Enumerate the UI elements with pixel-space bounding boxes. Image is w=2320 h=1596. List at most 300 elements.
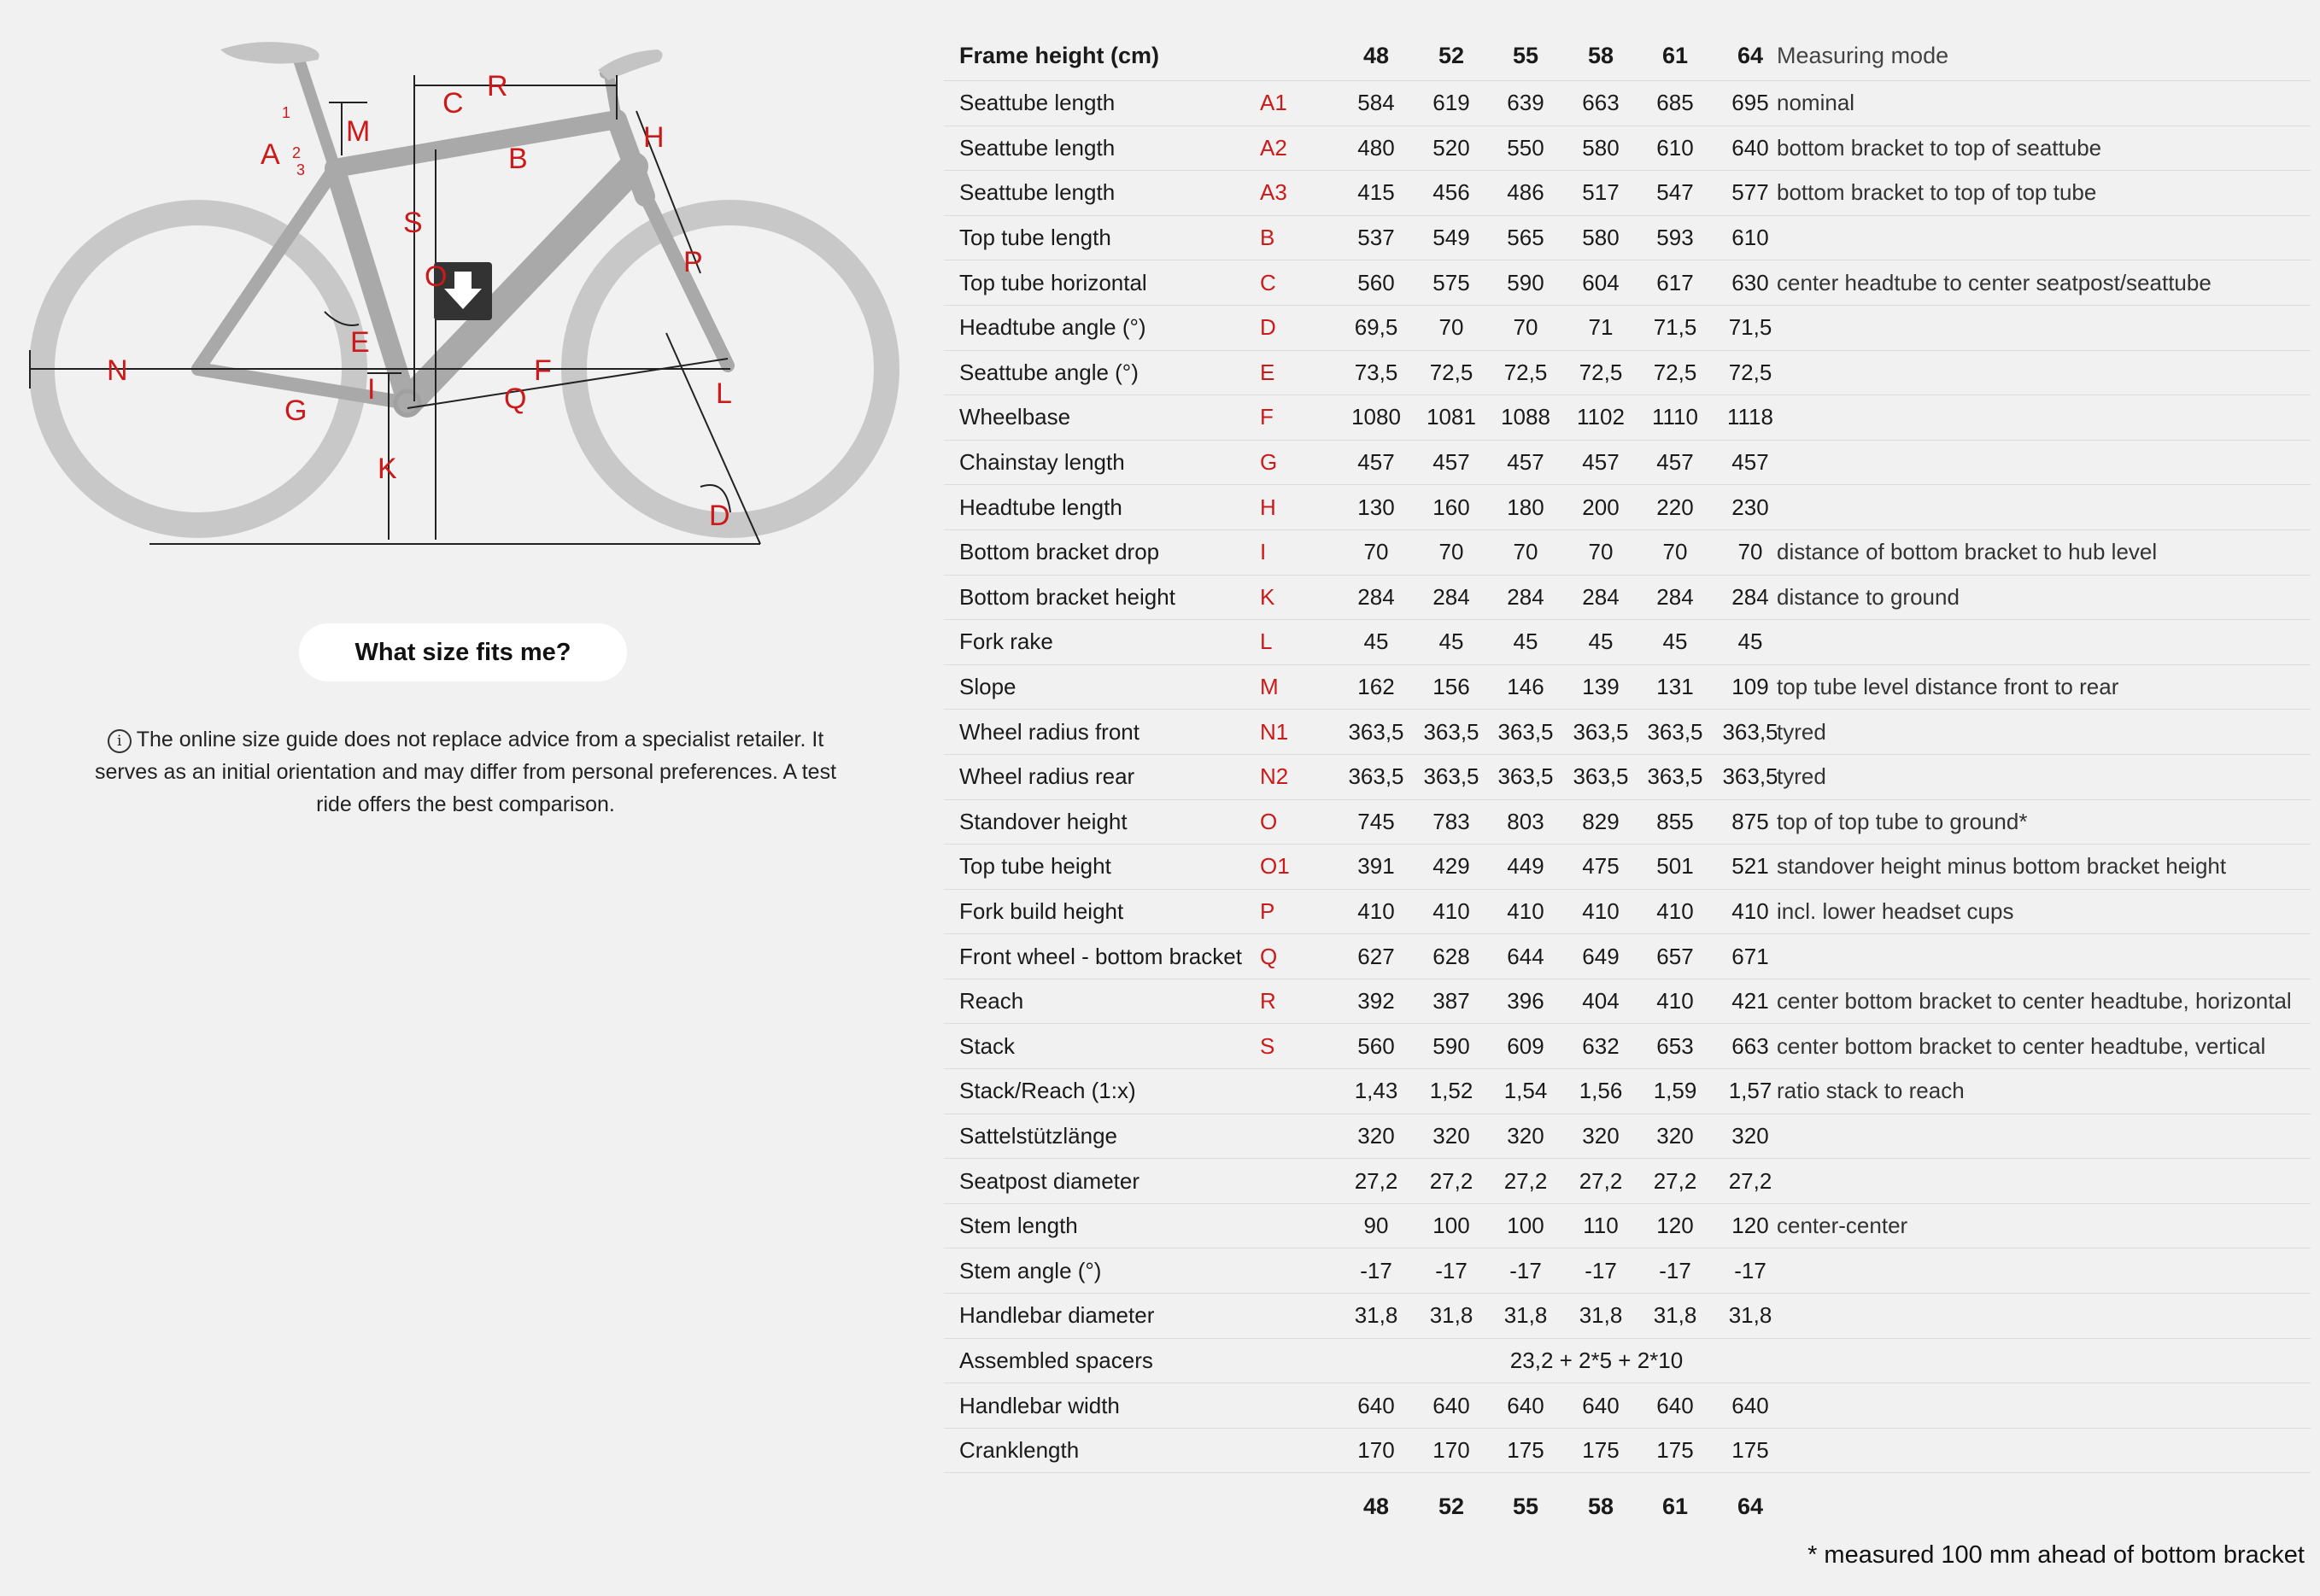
table-row <box>944 979 2311 1025</box>
row-value: 421 <box>1731 988 1769 1014</box>
row-value: 1088 <box>1501 404 1550 430</box>
row-value: 363,5 <box>1647 718 1703 745</box>
row-label: Seattube length <box>959 134 1116 161</box>
row-code: N2 <box>1260 763 1289 790</box>
row-value: 71 <box>1588 314 1614 341</box>
table-row <box>944 665 2311 710</box>
row-value: 537 <box>1357 225 1395 251</box>
row-measuring-mode: center-center <box>1777 1213 1908 1239</box>
row-value: 457 <box>1731 449 1769 476</box>
row-value: 284 <box>1656 583 1694 610</box>
row-value: 120 <box>1656 1213 1694 1239</box>
row-label: Slope <box>959 674 1016 700</box>
row-value: 363,5 <box>1497 718 1554 745</box>
row-value: 100 <box>1507 1213 1544 1239</box>
row-code: D <box>1260 314 1276 341</box>
table-row <box>944 934 2311 979</box>
row-value: 73,5 <box>1354 359 1398 385</box>
row-value: 70 <box>1662 539 1688 565</box>
row-value: -17 <box>1435 1257 1468 1283</box>
table-row <box>944 1248 2311 1294</box>
row-value: 27,2 <box>1354 1167 1398 1194</box>
row-value: 72,5 <box>1579 359 1623 385</box>
header-size: 64 <box>1737 42 1764 68</box>
row-value: 27,2 <box>1653 1167 1697 1194</box>
row-value: 627 <box>1357 943 1395 969</box>
row-label: Seatpost diameter <box>959 1167 1140 1194</box>
row-value: 70 <box>1513 539 1538 565</box>
label-A3: 3 <box>296 161 306 178</box>
table-row <box>944 485 2311 530</box>
row-measuring-mode: tyred <box>1777 718 1826 745</box>
row-measuring-mode: bottom bracket to top of top tube <box>1777 179 2097 206</box>
row-value: 175 <box>1656 1437 1694 1464</box>
label-B: B <box>508 143 528 175</box>
row-code: A2 <box>1260 134 1287 161</box>
info-icon: i <box>108 729 132 753</box>
row-value: 610 <box>1656 134 1694 161</box>
header-size: 48 <box>1362 42 1390 68</box>
row-code: S <box>1260 1032 1275 1059</box>
row-value: -17 <box>1360 1257 1392 1283</box>
row-label: Standover height <box>959 808 1128 834</box>
row-value: 640 <box>1731 134 1769 161</box>
table-row <box>944 216 2311 261</box>
label-O: O <box>425 260 448 293</box>
row-value: 363,5 <box>1573 763 1629 790</box>
row-measuring-mode: incl. lower headset cups <box>1777 897 2014 924</box>
row-value: 320 <box>1507 1122 1544 1149</box>
row-value: 1,43 <box>1354 1078 1398 1104</box>
row-value: 110 <box>1583 1213 1619 1239</box>
row-value: 547 <box>1656 179 1694 206</box>
label-D: D <box>709 500 730 532</box>
table-row <box>944 1429 2311 1474</box>
label-E: E <box>350 326 370 359</box>
row-value: 593 <box>1656 225 1694 251</box>
row-value: 457 <box>1507 449 1544 476</box>
row-measuring-mode: top of top tube to ground* <box>1777 808 2028 834</box>
row-value: 27,2 <box>1579 1167 1623 1194</box>
row-label: Top tube horizontal <box>959 269 1147 295</box>
row-value: 320 <box>1656 1122 1694 1149</box>
row-value: 580 <box>1582 134 1620 161</box>
row-label: Top tube length <box>959 225 1111 251</box>
table-header-row <box>944 31 2311 81</box>
row-value: 617 <box>1656 269 1694 295</box>
row-code: H <box>1260 494 1276 520</box>
row-value: 486 <box>1507 179 1544 206</box>
row-value: 100 <box>1432 1213 1470 1239</box>
row-value: 590 <box>1432 1032 1470 1059</box>
row-value: 284 <box>1432 583 1470 610</box>
row-value: 363,5 <box>1423 763 1479 790</box>
row-value: 644 <box>1507 943 1544 969</box>
row-measuring-mode: nominal <box>1777 90 1855 116</box>
row-label: Handlebar diameter <box>959 1302 1155 1329</box>
row-value: 803 <box>1507 808 1544 834</box>
row-value: 663 <box>1731 1032 1769 1059</box>
row-value: 31,8 <box>1354 1302 1398 1329</box>
row-value: 480 <box>1357 134 1395 161</box>
row-value: 745 <box>1357 808 1395 834</box>
table-row <box>944 1339 2311 1384</box>
row-value: 875 <box>1731 808 1769 834</box>
row-value: 71,5 <box>1728 314 1772 341</box>
row-value: 575 <box>1432 269 1470 295</box>
row-code: P <box>1260 897 1275 924</box>
row-value: 657 <box>1656 943 1694 969</box>
header-frame-height: Frame height (cm) <box>959 42 1160 68</box>
row-value: 363,5 <box>1423 718 1479 745</box>
row-measuring-mode: ratio stack to reach <box>1777 1078 1965 1104</box>
row-label: Bottom bracket height <box>959 583 1175 610</box>
header-size: 55 <box>1512 42 1539 68</box>
row-value: -17 <box>1585 1257 1617 1283</box>
row-value: 320 <box>1357 1122 1395 1149</box>
row-value: -17 <box>1509 1257 1542 1283</box>
label-A: A <box>261 138 280 171</box>
row-measuring-mode: center bottom bracket to center headtube, horizontal <box>1777 988 2292 1014</box>
row-value: 1,52 <box>1429 1078 1473 1104</box>
row-value: 70 <box>1438 314 1464 341</box>
footnote: * measured 100 mm ahead of bottom bracket <box>1807 1541 2305 1569</box>
row-value: 109 <box>1731 674 1769 700</box>
row-label: Fork build height <box>959 897 1124 924</box>
row-value: 640 <box>1432 1392 1470 1418</box>
row-value: 1081 <box>1427 404 1476 430</box>
row-value: 175 <box>1731 1437 1769 1464</box>
row-label: Chainstay length <box>959 449 1125 476</box>
table-row <box>944 755 2311 800</box>
label-S: S <box>403 207 423 239</box>
row-measuring-mode: top tube level distance front to rear <box>1777 674 2119 700</box>
row-value: 695 <box>1731 90 1769 116</box>
row-value: 363,5 <box>1722 718 1778 745</box>
row-value: 162 <box>1357 674 1395 700</box>
row-code: O1 <box>1260 853 1290 880</box>
table-row <box>944 620 2311 665</box>
row-value: 609 <box>1507 1032 1544 1059</box>
header-size: 52 <box>1438 42 1465 68</box>
row-value: 632 <box>1582 1032 1620 1059</box>
row-code: M <box>1260 674 1279 700</box>
row-value: 410 <box>1731 897 1769 924</box>
row-value: 200 <box>1582 494 1620 520</box>
row-label: Reach <box>959 988 1024 1014</box>
row-value: 549 <box>1432 225 1470 251</box>
row-value: 457 <box>1357 449 1395 476</box>
row-value: 640 <box>1507 1392 1544 1418</box>
table-body <box>944 81 2311 1473</box>
row-value: 577 <box>1731 179 1769 206</box>
table-footer-row <box>944 1482 2311 1531</box>
row-value: 72,5 <box>1503 359 1548 385</box>
row-value: 1080 <box>1351 404 1401 430</box>
row-value: 685 <box>1656 90 1694 116</box>
row-value: 45 <box>1438 628 1464 655</box>
row-label: Handlebar width <box>959 1392 1120 1418</box>
row-value: 457 <box>1582 449 1620 476</box>
table-row <box>944 260 2311 306</box>
row-value: 220 <box>1656 494 1694 520</box>
handlebar <box>598 50 663 80</box>
row-value: 1,54 <box>1503 1078 1548 1104</box>
label-P: P <box>683 246 703 278</box>
row-value: 45 <box>1588 628 1614 655</box>
footer-size: 61 <box>1661 1493 1689 1519</box>
table-row <box>944 126 2311 172</box>
row-value: 1110 <box>1652 404 1698 430</box>
row-label: Seattube length <box>959 90 1116 116</box>
row-value: 457 <box>1656 449 1694 476</box>
table-row <box>944 800 2311 845</box>
header-measuring-mode: Measuring mode <box>1777 42 1949 68</box>
row-label: Sattelstützlänge <box>959 1122 1118 1149</box>
row-value: -17 <box>1659 1257 1691 1283</box>
row-value: 175 <box>1582 1437 1620 1464</box>
row-value: 27,2 <box>1503 1167 1548 1194</box>
row-code: K <box>1260 583 1275 610</box>
row-value: 783 <box>1432 808 1470 834</box>
label-K: K <box>378 453 397 485</box>
row-value: 619 <box>1432 90 1470 116</box>
footer-size: 58 <box>1587 1493 1614 1519</box>
row-value: 284 <box>1731 583 1769 610</box>
row-value: 1118 <box>1727 404 1773 430</box>
table-row <box>944 576 2311 621</box>
row-value: 1,56 <box>1579 1078 1623 1104</box>
row-value: 70 <box>1513 314 1538 341</box>
row-value: 175 <box>1507 1437 1544 1464</box>
label-R: R <box>487 70 508 102</box>
row-label: Front wheel - bottom bracket <box>959 943 1242 969</box>
table-row <box>944 1069 2311 1114</box>
row-value: 550 <box>1507 134 1544 161</box>
saddle <box>220 42 319 63</box>
row-value: 284 <box>1582 583 1620 610</box>
row-value: 429 <box>1432 853 1470 880</box>
table-row <box>944 395 2311 441</box>
row-value: 363,5 <box>1647 763 1703 790</box>
row-label: Seattube angle (°) <box>959 359 1139 385</box>
row-value: 628 <box>1432 943 1470 969</box>
row-value: -17 <box>1734 1257 1766 1283</box>
row-value: 410 <box>1432 897 1470 924</box>
header-size: 61 <box>1661 42 1689 68</box>
row-value: 604 <box>1582 269 1620 295</box>
row-value: 449 <box>1507 853 1544 880</box>
row-value: 396 <box>1507 988 1544 1014</box>
geometry-table <box>944 31 2311 1531</box>
row-code: O <box>1260 808 1278 834</box>
footer-size: 52 <box>1438 1493 1465 1519</box>
label-A2: 2 <box>292 144 302 161</box>
row-label: Bottom bracket drop <box>959 539 1160 565</box>
row-value: 410 <box>1507 897 1544 924</box>
row-measuring-mode: distance of bottom bracket to hub level <box>1777 539 2158 565</box>
table-row <box>944 1024 2311 1069</box>
row-value: 31,8 <box>1653 1302 1697 1329</box>
row-value: 1,57 <box>1728 1078 1772 1104</box>
row-code: A1 <box>1260 90 1287 116</box>
row-value: 180 <box>1507 494 1544 520</box>
row-value: 560 <box>1357 1032 1395 1059</box>
row-value: 71,5 <box>1653 314 1697 341</box>
row-label: Wheel radius rear <box>959 763 1135 790</box>
row-value: 230 <box>1731 494 1769 520</box>
row-value: 160 <box>1432 494 1470 520</box>
table-row <box>944 1114 2311 1160</box>
row-value: 70 <box>1588 539 1614 565</box>
label-A1: 1 <box>282 104 291 121</box>
row-value: 653 <box>1656 1032 1694 1059</box>
row-value: 456 <box>1432 179 1470 206</box>
row-label: Top tube height <box>959 853 1111 880</box>
row-value: 72,5 <box>1653 359 1697 385</box>
row-value: 363,5 <box>1348 763 1404 790</box>
row-value: 363,5 <box>1573 718 1629 745</box>
row-code: L <box>1260 628 1273 655</box>
row-label: Wheelbase <box>959 404 1071 430</box>
row-value: 320 <box>1432 1122 1470 1149</box>
row-code: Q <box>1260 943 1278 969</box>
row-value: 565 <box>1507 225 1544 251</box>
row-measuring-mode: center bottom bracket to center headtube, vertical <box>1777 1032 2266 1059</box>
table-row <box>944 1294 2311 1339</box>
row-value: 1102 <box>1577 404 1625 430</box>
row-label: Stack/Reach (1:x) <box>959 1078 1136 1104</box>
table-row <box>944 845 2311 890</box>
table-row <box>944 351 2311 396</box>
row-value: 31,8 <box>1503 1302 1548 1329</box>
size-guide-disclaimer <box>81 723 850 821</box>
row-value: 31,8 <box>1728 1302 1772 1329</box>
row-code: N1 <box>1260 718 1289 745</box>
row-value: 27,2 <box>1728 1167 1772 1194</box>
row-value: 31,8 <box>1429 1302 1473 1329</box>
row-value: 671 <box>1731 943 1769 969</box>
row-value: 131 <box>1656 674 1694 700</box>
row-value: 521 <box>1731 853 1769 880</box>
row-value: 284 <box>1357 583 1395 610</box>
table-row <box>944 1383 2311 1429</box>
row-value: 45 <box>1513 628 1538 655</box>
table-row <box>944 530 2311 576</box>
row-value: 517 <box>1582 179 1620 206</box>
row-label: Seattube length <box>959 179 1116 206</box>
row-value: 45 <box>1363 628 1389 655</box>
row-span-value: 23,2 + 2*5 + 2*10 <box>1509 1347 1684 1373</box>
row-measuring-mode: bottom bracket to top of seattube <box>1777 134 2102 161</box>
row-value: 640 <box>1357 1392 1395 1418</box>
label-H: H <box>643 121 665 154</box>
row-value: 639 <box>1507 90 1544 116</box>
table-row <box>944 890 2311 935</box>
row-value: 27,2 <box>1429 1167 1473 1194</box>
row-value: 90 <box>1363 1213 1389 1239</box>
table-row <box>944 171 2311 216</box>
table-row <box>944 1204 2311 1249</box>
row-label: Headtube length <box>959 494 1122 520</box>
row-value: 69,5 <box>1354 314 1398 341</box>
row-code: I <box>1260 539 1267 565</box>
row-value: 640 <box>1582 1392 1620 1418</box>
row-value: 70 <box>1438 539 1464 565</box>
row-label: Headtube angle (°) <box>959 314 1146 341</box>
table-row <box>944 441 2311 486</box>
footer-size: 64 <box>1737 1493 1764 1519</box>
row-code: C <box>1260 269 1276 295</box>
row-value: 392 <box>1357 988 1395 1014</box>
row-value: 72,5 <box>1429 359 1473 385</box>
row-label: Stem angle (°) <box>959 1257 1102 1283</box>
row-value: 475 <box>1582 853 1620 880</box>
row-value: 320 <box>1731 1122 1769 1149</box>
bike-geometry-diagram <box>0 0 931 564</box>
footer-size: 55 <box>1512 1493 1539 1519</box>
row-measuring-mode: center headtube to center seatpost/seattube <box>1777 269 2212 295</box>
row-label: Fork rake <box>959 628 1053 655</box>
label-F: F <box>534 354 552 387</box>
label-N: N <box>107 354 128 387</box>
row-value: 170 <box>1357 1437 1395 1464</box>
row-value: 580 <box>1582 225 1620 251</box>
row-code: A3 <box>1260 179 1287 206</box>
label-C: C <box>442 87 464 120</box>
label-Q: Q <box>504 383 527 415</box>
row-value: 391 <box>1357 853 1395 880</box>
row-value: 170 <box>1432 1437 1470 1464</box>
table-row <box>944 710 2311 755</box>
row-value: 72,5 <box>1728 359 1772 385</box>
row-value: 457 <box>1432 449 1470 476</box>
row-value: 387 <box>1432 988 1470 1014</box>
row-value: 410 <box>1656 897 1694 924</box>
row-value: 146 <box>1507 674 1544 700</box>
footer-size: 48 <box>1362 1493 1390 1519</box>
row-value: 829 <box>1582 808 1620 834</box>
row-measuring-mode: tyred <box>1777 763 1826 790</box>
row-value: 284 <box>1507 583 1544 610</box>
row-value: 70 <box>1737 539 1763 565</box>
row-label: Stem length <box>959 1213 1078 1239</box>
row-value: 560 <box>1357 269 1395 295</box>
row-value: 156 <box>1432 674 1470 700</box>
row-code: B <box>1260 225 1275 251</box>
row-value: 501 <box>1656 853 1694 880</box>
row-value: 410 <box>1357 897 1395 924</box>
row-value: 130 <box>1357 494 1395 520</box>
what-size-fits-me-button[interactable]: What size fits me? <box>299 623 627 681</box>
row-label: Wheel radius front <box>959 718 1139 745</box>
table-row <box>944 81 2311 126</box>
row-value: 590 <box>1507 269 1544 295</box>
row-label: Assembled spacers <box>959 1347 1153 1373</box>
row-measuring-mode: distance to ground <box>1777 583 1960 610</box>
row-value: 410 <box>1656 988 1694 1014</box>
row-value: 649 <box>1582 943 1620 969</box>
row-code: F <box>1260 404 1274 430</box>
row-value: 45 <box>1662 628 1688 655</box>
row-value: 584 <box>1357 90 1395 116</box>
label-M: M <box>346 115 371 148</box>
label-I: I <box>367 373 376 406</box>
row-value: 415 <box>1357 179 1395 206</box>
table-row <box>944 306 2311 351</box>
row-value: 520 <box>1432 134 1470 161</box>
row-value: 610 <box>1731 225 1769 251</box>
